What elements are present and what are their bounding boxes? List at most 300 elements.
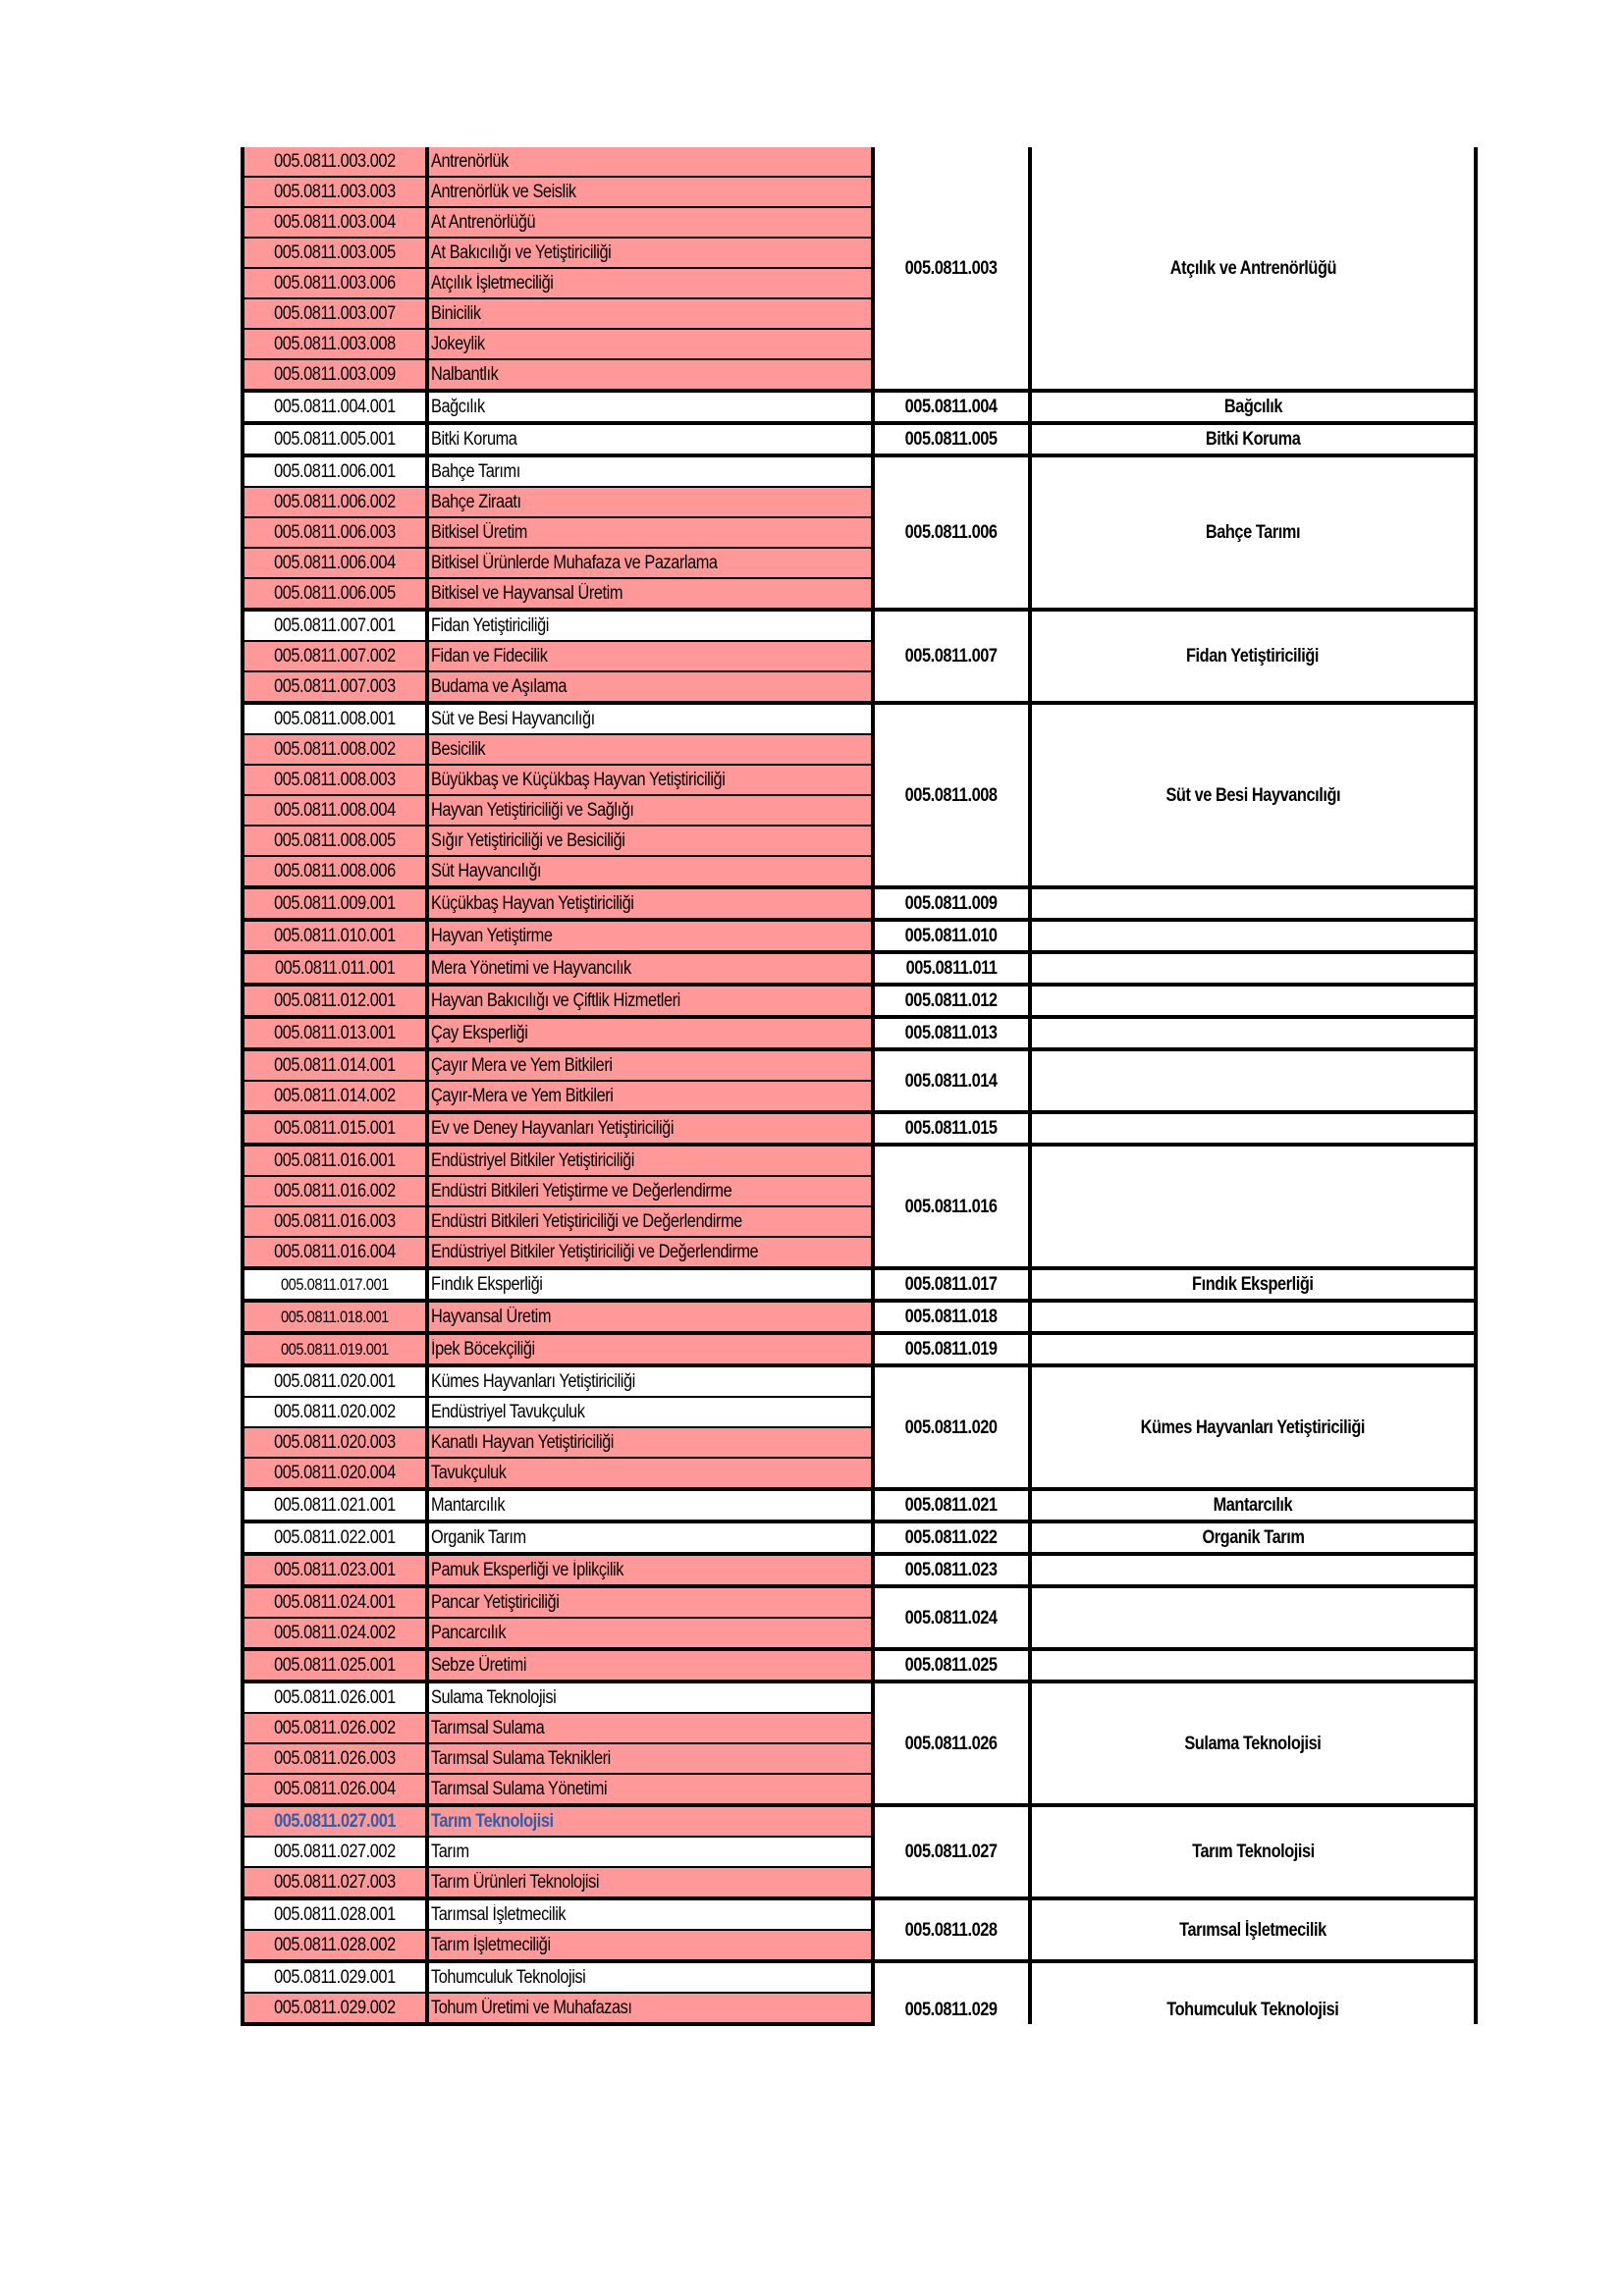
program-code: 005.0811.006.002 — [274, 492, 396, 512]
group-name-cell — [1030, 985, 1476, 1017]
program-code: 005.0811.003.009 — [274, 364, 396, 385]
group-code: 005.0811.009 — [905, 893, 998, 914]
program-name-cell — [427, 887, 873, 920]
program-name: Jokeylik — [431, 334, 485, 354]
program-name-cell — [427, 1017, 873, 1049]
program-name: Organik Tarım — [431, 1527, 526, 1548]
program-name-cell — [427, 920, 873, 952]
program-code-cell — [243, 1867, 427, 1898]
program-name-cell — [427, 1268, 873, 1301]
program-name-cell — [427, 1176, 873, 1206]
group-code-cell — [873, 423, 1030, 455]
program-name: İpek Böcekçiliği — [431, 1339, 535, 1360]
group-name: Tohumculuk Teknolojisi — [1166, 2000, 1339, 2020]
table-row — [243, 1017, 1476, 1049]
program-code-cell — [243, 1017, 427, 1049]
program-name: Hayvan Yetiştiriciliği ve Sağlığı — [431, 800, 634, 821]
program-name-cell — [427, 952, 873, 985]
program-name: At Antrenörlüğü — [431, 212, 536, 233]
program-name: Küçükbaş Hayvan Yetiştiriciliği — [431, 893, 634, 914]
group-code: 005.0811.005 — [905, 429, 998, 450]
program-name: Bitki Koruma — [431, 429, 517, 450]
program-code: 005.0811.008.004 — [274, 800, 396, 821]
program-name: Süt Hayvancılığı — [431, 861, 542, 881]
table-row — [243, 423, 1476, 455]
program-code-cell — [243, 1993, 427, 2024]
group-code-cell — [873, 1898, 1030, 1961]
program-code: 005.0811.027.002 — [274, 1842, 396, 1862]
group-name: Fidan Yetiştiriciliği — [1186, 646, 1320, 667]
program-name: Sebze Üretimi — [431, 1655, 527, 1676]
program-code-cell — [243, 1268, 427, 1301]
group-name: Süt ve Besi Hayvancılığı — [1165, 784, 1340, 806]
program-name-cell — [427, 578, 873, 610]
program-code-cell — [243, 1427, 427, 1458]
program-code: 005.0811.010.001 — [274, 926, 396, 946]
program-code: 005.0811.028.002 — [274, 1935, 396, 1955]
program-code-cell — [243, 795, 427, 826]
program-name: Endüstri Bitkileri Yetiştiriciliği ve Değerlendirme — [431, 1211, 742, 1232]
program-name: Mantarcılık — [431, 1495, 506, 1516]
program-code-cell — [243, 826, 427, 856]
program-code-cell — [243, 147, 427, 177]
program-code-cell — [243, 765, 427, 795]
program-name-cell — [427, 1145, 873, 1176]
program-name-cell — [427, 826, 873, 856]
program-code: 005.0811.006.005 — [274, 583, 396, 604]
group-code: 005.0811.004 — [905, 397, 998, 417]
group-name-cell — [1030, 703, 1476, 887]
table-row — [243, 887, 1476, 920]
group-name-cell — [1030, 1333, 1476, 1365]
program-name-cell — [427, 641, 873, 671]
program-name: Kümes Hayvanları Yetiştiriciliği — [431, 1371, 635, 1392]
program-name-cell — [427, 1993, 873, 2024]
program-name: Bağcılık — [431, 397, 485, 417]
group-name: Bitki Koruma — [1205, 429, 1301, 450]
table-row — [243, 1301, 1476, 1333]
program-code: 005.0811.009.001 — [274, 893, 396, 914]
program-name-cell — [427, 391, 873, 423]
program-code-cell — [243, 1489, 427, 1522]
program-name: Çay Eksperliği — [431, 1023, 528, 1043]
group-code-cell — [873, 610, 1030, 703]
program-name-cell — [427, 1743, 873, 1774]
program-name-cell — [427, 1649, 873, 1682]
program-code: 005.0811.008.005 — [274, 830, 396, 851]
group-name-cell — [1030, 920, 1476, 952]
program-name-cell — [427, 517, 873, 548]
group-code-cell — [873, 1017, 1030, 1049]
program-code-cell — [243, 1930, 427, 1961]
table-row — [243, 1961, 1476, 1993]
table-row — [243, 147, 1476, 177]
program-name: Antrenörlük — [431, 151, 509, 172]
program-name-cell — [427, 1805, 873, 1837]
program-name-cell — [427, 671, 873, 703]
group-code-cell — [873, 1554, 1030, 1586]
program-name: Tarım Ürünleri Teknolojisi — [431, 1872, 600, 1893]
program-code-cell — [243, 1774, 427, 1805]
group-code-cell — [873, 1112, 1030, 1145]
program-name-cell — [427, 1112, 873, 1145]
program-code: 005.0811.013.001 — [274, 1023, 396, 1043]
program-code-cell — [243, 298, 427, 329]
group-code: 005.0811.015 — [905, 1118, 998, 1139]
program-name-cell — [427, 1081, 873, 1112]
group-name-cell — [1030, 1112, 1476, 1145]
program-name: Endüstriyel Bitkiler Yetiştiriciliği ve Değerlendirme — [431, 1242, 759, 1262]
program-code-cell — [243, 1713, 427, 1743]
group-code: 005.0811.020 — [905, 1416, 998, 1438]
program-name-cell — [427, 1365, 873, 1397]
program-name: At Bakıcılığı ve Yetiştiriciliği — [431, 242, 612, 263]
program-code: 005.0811.003.003 — [274, 182, 396, 202]
program-code: 005.0811.021.001 — [274, 1495, 396, 1516]
group-name-cell — [1030, 1898, 1476, 1961]
program-code-cell — [243, 1682, 427, 1713]
program-code-cell — [243, 1586, 427, 1618]
program-code-cell — [243, 517, 427, 548]
program-code: 005.0811.027.003 — [274, 1872, 396, 1893]
program-name-cell — [427, 1049, 873, 1081]
group-name: Fındık Eksperliği — [1192, 1274, 1314, 1295]
table-row — [243, 1522, 1476, 1554]
group-code-cell — [873, 1301, 1030, 1333]
group-name-cell — [1030, 952, 1476, 985]
group-code: 005.0811.008 — [905, 784, 998, 806]
program-code: 005.0811.026.001 — [274, 1687, 396, 1708]
program-code-cell — [243, 487, 427, 517]
program-code: 005.0811.008.003 — [274, 770, 396, 790]
program-code: 005.0811.023.001 — [274, 1560, 396, 1580]
program-code-cell — [243, 1333, 427, 1365]
table-row — [243, 455, 1476, 487]
program-name: Endüstriyel Bitkiler Yetiştiriciliği — [431, 1150, 635, 1171]
group-name-cell — [1030, 1017, 1476, 1049]
program-code-cell — [243, 985, 427, 1017]
group-code-cell — [873, 985, 1030, 1017]
program-name-cell — [427, 703, 873, 734]
program-code-cell — [243, 548, 427, 578]
program-code: 005.0811.014.001 — [274, 1055, 396, 1076]
group-code: 005.0811.017 — [905, 1274, 998, 1295]
group-name-cell — [1030, 1554, 1476, 1586]
program-code-cell — [243, 856, 427, 887]
program-name: Budama ve Aşılama — [431, 676, 568, 697]
group-code-cell — [873, 887, 1030, 920]
program-code-cell — [243, 268, 427, 298]
program-name: Nalbantlık — [431, 364, 499, 385]
table-row — [243, 391, 1476, 423]
program-code: 005.0811.016.003 — [274, 1211, 396, 1232]
group-code: 005.0811.019 — [905, 1339, 998, 1360]
group-code: 005.0811.029 — [905, 2000, 998, 2020]
program-code: 005.0811.008.002 — [274, 739, 396, 760]
group-name-cell — [1030, 1145, 1476, 1268]
group-code: 005.0811.011 — [905, 958, 998, 979]
group-code-cell — [873, 703, 1030, 887]
program-name-cell — [427, 1397, 873, 1427]
program-name-cell — [427, 856, 873, 887]
group-code-cell — [873, 1805, 1030, 1898]
program-name: Ev ve Deney Hayvanları Yetiştiriciliği — [431, 1118, 675, 1139]
program-name-cell — [427, 1774, 873, 1805]
program-code-cell — [243, 1237, 427, 1268]
program-code: 005.0811.020.001 — [274, 1371, 396, 1392]
program-name-cell — [427, 1301, 873, 1333]
program-code-cell — [243, 887, 427, 920]
program-code-cell — [243, 207, 427, 238]
program-name-cell — [427, 1867, 873, 1898]
program-name-cell — [427, 1554, 873, 1586]
program-name: Kanatlı Hayvan Yetiştiriciliği — [431, 1432, 615, 1453]
program-code-cell — [243, 641, 427, 671]
group-name: Kümes Hayvanları Yetiştiriciliği — [1140, 1416, 1366, 1438]
table-row — [243, 1489, 1476, 1522]
program-code-cell — [243, 671, 427, 703]
program-name: Sığır Yetiştiriciliği ve Besiciliği — [431, 830, 625, 851]
program-name-cell — [427, 207, 873, 238]
program-code: 005.0811.005.001 — [274, 429, 396, 450]
group-code-cell — [873, 1489, 1030, 1522]
program-code: 005.0811.028.001 — [274, 1904, 396, 1925]
group-code-cell — [873, 1365, 1030, 1489]
program-name: Çayır-Mera ve Yem Bitkileri — [431, 1086, 614, 1106]
program-code: 005.0811.006.001 — [274, 461, 396, 482]
group-name-cell — [1030, 1301, 1476, 1333]
program-code-cell — [243, 1176, 427, 1206]
group-code: 005.0811.024 — [905, 1607, 998, 1629]
program-code: 005.0811.022.001 — [274, 1527, 396, 1548]
program-name-cell — [427, 1206, 873, 1237]
program-code: 005.0811.029.002 — [274, 1998, 396, 2018]
table-row — [243, 1586, 1476, 1618]
program-code: 005.0811.026.003 — [274, 1748, 396, 1769]
program-code-cell — [243, 455, 427, 487]
program-code: 005.0811.015.001 — [274, 1118, 396, 1139]
program-name: Fidan Yetiştiriciliği — [431, 615, 549, 636]
program-code: 005.0811.024.002 — [274, 1623, 396, 1643]
program-name-cell — [427, 1618, 873, 1649]
group-code: 005.0811.010 — [905, 926, 998, 946]
table-row — [243, 952, 1476, 985]
program-code-cell — [243, 610, 427, 641]
program-name: Fındık Eksperliği — [431, 1274, 543, 1295]
program-name-cell — [427, 329, 873, 359]
group-name-cell — [1030, 610, 1476, 703]
program-name-cell — [427, 1837, 873, 1867]
program-code-cell — [243, 1458, 427, 1489]
group-code-cell — [873, 1333, 1030, 1365]
group-name: Tarımsal İşletmecilik — [1179, 1919, 1326, 1941]
program-name-cell — [427, 1930, 873, 1961]
group-name-cell — [1030, 1049, 1476, 1112]
program-name-cell — [427, 548, 873, 578]
group-name-cell — [1030, 1805, 1476, 1898]
program-name: Atçılık İşletmeciliği — [431, 273, 554, 294]
program-name: Tarım Teknolojisi — [431, 1811, 554, 1832]
program-code-cell — [243, 703, 427, 734]
program-name-cell — [427, 1237, 873, 1268]
program-name-cell — [427, 238, 873, 268]
group-name-cell — [1030, 147, 1476, 391]
group-code: 005.0811.012 — [905, 990, 998, 1011]
program-code: 005.0811.003.008 — [274, 334, 396, 354]
program-code: 005.0811.016.001 — [274, 1150, 396, 1171]
program-code: 005.0811.003.004 — [274, 212, 396, 233]
program-code: 005.0811.004.001 — [274, 397, 396, 417]
program-code: 005.0811.018.001 — [281, 1308, 389, 1326]
program-code: 005.0811.008.001 — [274, 709, 396, 729]
group-name-cell — [1030, 1961, 1476, 2024]
table-row — [243, 1554, 1476, 1586]
group-name-cell — [1030, 1682, 1476, 1805]
group-code-cell — [873, 1145, 1030, 1268]
group-name: Bağcılık — [1223, 397, 1282, 417]
program-name-cell — [427, 455, 873, 487]
table-body — [243, 147, 1476, 2024]
program-code-cell — [243, 734, 427, 765]
group-code-cell — [873, 1049, 1030, 1112]
table-row — [243, 1805, 1476, 1837]
program-name: Çayır Mera ve Yem Bitkileri — [431, 1055, 613, 1076]
table-row — [243, 1365, 1476, 1397]
program-code: 005.0811.008.006 — [274, 861, 396, 881]
program-code-cell — [243, 1145, 427, 1176]
program-code: 005.0811.014.002 — [274, 1086, 396, 1106]
program-code: 005.0811.019.001 — [281, 1340, 389, 1359]
program-name: Tarımsal İşletmecilik — [431, 1904, 567, 1925]
group-code: 005.0811.014 — [905, 1070, 998, 1092]
group-code-cell — [873, 920, 1030, 952]
program-name: Hayvan Yetiştirme — [431, 926, 553, 946]
program-name-cell — [427, 147, 873, 177]
group-code: 005.0811.016 — [905, 1196, 998, 1217]
program-code: 005.0811.016.002 — [274, 1181, 396, 1201]
program-code: 005.0811.011.001 — [274, 958, 396, 979]
table-row — [243, 985, 1476, 1017]
program-code-cell — [243, 1112, 427, 1145]
program-name: Bitkisel Üretim — [431, 522, 527, 543]
program-code-cell — [243, 1397, 427, 1427]
program-code-cell — [243, 920, 427, 952]
program-name: Tavukçuluk — [431, 1463, 507, 1483]
program-code-cell — [243, 1649, 427, 1682]
program-name: Endüstriyel Tavukçuluk — [431, 1402, 585, 1422]
program-code-cell — [243, 578, 427, 610]
group-code: 005.0811.026 — [905, 1733, 998, 1754]
program-code: 005.0811.003.006 — [274, 273, 396, 294]
group-name: Mantarcılık — [1213, 1495, 1293, 1516]
program-code: 005.0811.006.004 — [274, 553, 396, 573]
program-code-cell — [243, 1961, 427, 1993]
group-code: 005.0811.022 — [905, 1527, 998, 1548]
program-name: Pancar Yetiştiriciliği — [431, 1592, 560, 1613]
group-code: 005.0811.006 — [905, 522, 998, 543]
group-name: Atçılık ve Antrenörlüğü — [1169, 257, 1336, 279]
program-code-cell — [243, 329, 427, 359]
program-name-cell — [427, 1458, 873, 1489]
program-name-cell — [427, 298, 873, 329]
table-row — [243, 1145, 1476, 1176]
program-name-cell — [427, 1713, 873, 1743]
program-code-cell — [243, 1805, 427, 1837]
group-code: 005.0811.027 — [905, 1842, 998, 1862]
table-row — [243, 1898, 1476, 1930]
group-name-cell — [1030, 887, 1476, 920]
group-name-cell — [1030, 423, 1476, 455]
group-code-cell — [873, 1682, 1030, 1805]
program-code-cell — [243, 1049, 427, 1081]
program-name: Fidan ve Fidecilik — [431, 646, 548, 667]
program-name-cell — [427, 423, 873, 455]
program-name: Mera Yönetimi ve Hayvancılık — [431, 958, 631, 979]
program-code: 005.0811.007.001 — [274, 615, 396, 636]
group-name-cell — [1030, 1365, 1476, 1489]
program-name-cell — [427, 177, 873, 207]
program-code-cell — [243, 423, 427, 455]
group-name: Bahçe Tarımı — [1205, 522, 1301, 543]
program-name: Tarım İşletmeciliği — [431, 1935, 551, 1955]
program-code: 005.0811.029.001 — [274, 1967, 396, 1988]
program-code: 005.0811.020.004 — [274, 1463, 396, 1483]
group-name-cell — [1030, 391, 1476, 423]
program-name: Pamuk Eksperliği ve İplikçilik — [431, 1560, 623, 1580]
program-code-cell — [243, 952, 427, 985]
table-row — [243, 920, 1476, 952]
group-code: 005.0811.003 — [905, 257, 998, 279]
program-name-cell — [427, 1898, 873, 1930]
program-name-cell — [427, 1333, 873, 1365]
group-code: 005.0811.023 — [905, 1560, 998, 1580]
table-row — [243, 610, 1476, 641]
program-code-cell — [243, 1206, 427, 1237]
program-name: Tohumculuk Teknolojisi — [431, 1967, 586, 1988]
table-row — [243, 1649, 1476, 1682]
group-code-cell — [873, 147, 1030, 391]
group-code: 005.0811.028 — [905, 1919, 998, 1941]
program-name-cell — [427, 734, 873, 765]
table-row — [243, 1049, 1476, 1081]
program-code-cell — [243, 1743, 427, 1774]
group-name-cell — [1030, 1586, 1476, 1649]
program-name: Süt ve Besi Hayvancılığı — [431, 709, 595, 729]
group-code-cell — [873, 1522, 1030, 1554]
program-code-cell — [243, 1081, 427, 1112]
program-name-cell — [427, 1489, 873, 1522]
group-name-cell — [1030, 1522, 1476, 1554]
program-code: 005.0811.007.003 — [274, 676, 396, 697]
program-code-table — [241, 147, 1478, 2026]
program-code-cell — [243, 359, 427, 391]
program-code-cell — [243, 1618, 427, 1649]
program-code: 005.0811.025.001 — [274, 1655, 396, 1676]
program-name: Bahçe Tarımı — [431, 461, 520, 482]
program-code: 005.0811.020.002 — [274, 1402, 396, 1422]
program-code-cell — [243, 1365, 427, 1397]
program-name: Büyükbaş ve Küçükbaş Hayvan Yetiştiriciliği — [431, 770, 726, 790]
program-code: 005.0811.006.003 — [274, 522, 396, 543]
group-code: 005.0811.018 — [905, 1307, 998, 1327]
program-name: Tarımsal Sulama — [431, 1718, 545, 1738]
group-name: Tarım Teknolojisi — [1191, 1842, 1315, 1862]
group-code-cell — [873, 1268, 1030, 1301]
program-name: Tarımsal Sulama Teknikleri — [431, 1748, 611, 1769]
group-code: 005.0811.021 — [905, 1495, 998, 1516]
program-code: 005.0811.003.005 — [274, 242, 396, 263]
program-name: Tohum Üretimi ve Muhafazası — [431, 1998, 632, 2018]
